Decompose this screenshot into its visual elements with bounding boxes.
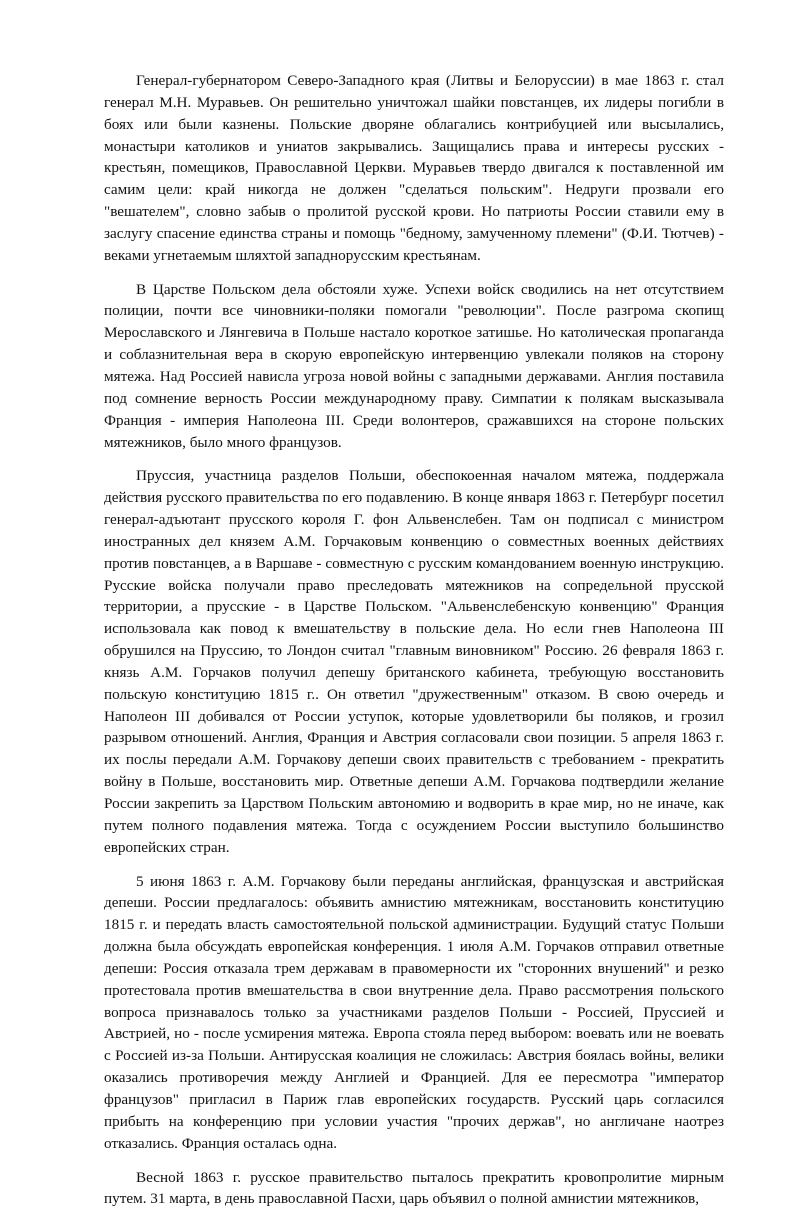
paragraph-kingdom-of-poland: В Царстве Польском дела обстояли хуже. Успехи войск сводились на нет отсутствием полиции, почти все чиновники-поляки помогали "революции". После разгрома скопищ Мерославского и Лянгевича в Польше настало короткое затишье. Но католическая пропаганда и соблазнительная вера в скорую европейскую интервенцию увлекали поляков на сторону мятежа. Над Россией нависла угроза новой войны с западными державами. Англия поставила под сомнение верность России международному праву. Симпатии к полякам высказывала Франция - империя Наполеона III. Среди волонтеров, сражавшихся на стороне польских мятежников, было много французов. — [104, 280, 724, 451]
text-body — [104, 70, 724, 1222]
paragraph-muravyov: Генерал-губернатором Северо-Западного края (Литвы и Белоруссии) в мае 1863 г. стал генерал М.Н. Муравьев. Он решительно уничтожал шайки повстанцев, их лидеры погибли в боях или были казнены. Польские дворяне облагались контрибуцией или высылались, монастыри католиков и униатов закрывались. Защищались права и интересы русских - крестьян, помещиков, Православной Церкви. Муравьев твердо двигался к поставленной им самим цели: край никогда не должен "сделаться польским". Недруги прозвали его "вешателем", словно забыв о пролитой русской крови. Но патриоты России ставили ему в заслугу спасение единства страны и помощь "бедному, замученному племени" (Ф.И. Тютчев) - веками угнетаемым шляхтой западнорусским крестьянам. — [104, 72, 724, 264]
paragraph-prussia: Пруссия, участница разделов Польши, обеспокоенная началом мятежа, поддержала действия русского правительства по его подавлению. В конце января 1863 г. Петербург посетил генерал-адъютант прусского короля Г. фон Альвенслебен. Там он подписал с министром иностранных дел князем А.М. Горчаковым конвенцию о совместных военных действиях против повстанцев, а в Варшаве - совместную с русским командованием военную инструкцию. Русские войска получали право преследовать мятежников на сопредельной прусской территории, а прусские - в Царстве Польском. "Альвенслебенскую конвенцию" Франция использовала как повод к вмешательству в польские дела. Но если гнев Наполеона III обрушился на Пруссию, то Лондон считал "главным виновником" Россию. 26 февраля 1863 г. князь А.М. Горчаков получил депешу британского кабинета, требующую восстановить польскую конституцию 1815 г.. Он ответил "дружественным" отказом. В свою очередь и Наполеон III добивался от России уступок, которые удовлетворили бы поляков, и грозил разрывом отношений. Англия, Франция и Австрия согласовали свои позиции. 5 апреля 1863 г. их послы передали А.М. Горчакову депеши своих правительств с требованием - прекратить войну в Польше, восстановить мир. Ответные депеши А.М. Горчакова подтвердили желание России закрепить за Царством Польским автономию и водворить в крае мир, но не иначе, как путем полного подавления мятежа. Тогда с осуждением России выступило большинство европейских стран. — [104, 467, 724, 856]
paragraph-june-dispatches: 5 июня 1863 г. А.М. Горчакову были переданы английская, французская и австрийская депеши. России предлагалось: объявить амнистию мятежникам, восстановить конституцию 1815 г. и передать власть самостоятельной польской администрации. Будущий статус Польши должна была обсуждать европейская конференция. 1 июля А.М. Горчаков отправил ответные депеши: Россия отказала трем державам в правомерности их "сторонних внушений" и резко протестовала против вмешательства в свои внутренние дела. Право рассмотрения польского вопроса признавалось только за участниками разделов Польши - Россией, Пруссией и Австрией, но - после усмирения мятежа. Европа стояла перед выбором: воевать или не воевать с Россией из-за Польши. Антирусская коалиция не сложилась: Австрия боялась войны, велики оказались противоречия между Англией и Францией. Для ее пересмотра "император французов" пригласил в Париж глав европейских государств. Русский царь согласился прибыть на конференцию при условии участия "прочих держав", но англичане наотрез отказались. Франция осталась одна. — [104, 872, 724, 1152]
paragraph-amnesty: Весной 1863 г. русское правительство пыталось прекратить кровопролитие мирным путем. 31 марта, в день православной Пасхи, царь объявил о полной амнистии мятежников, — [104, 1168, 724, 1208]
